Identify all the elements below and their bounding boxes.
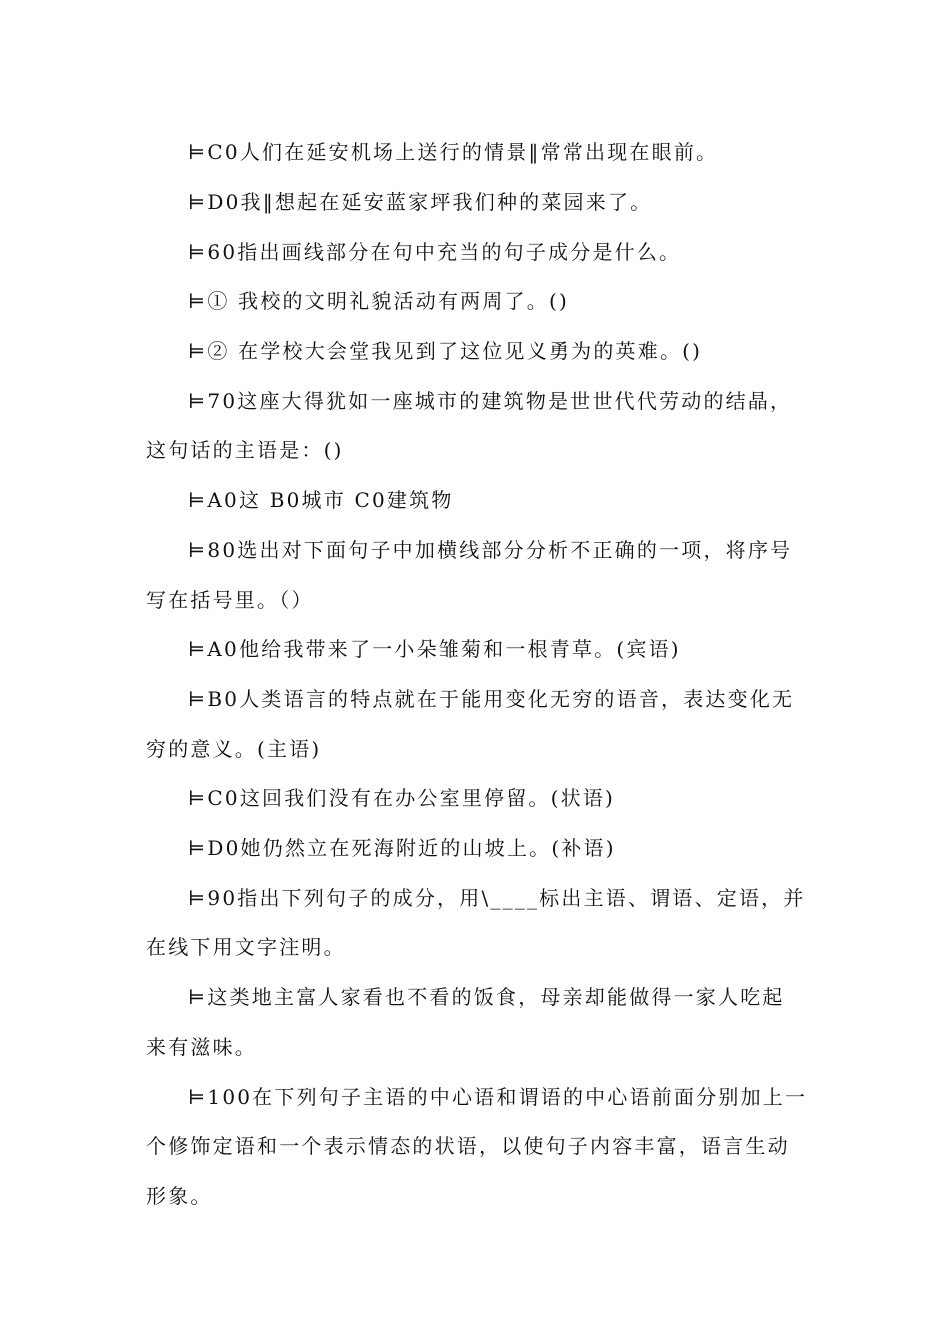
- question-10-continued-1: 个修饰定语和一个表示情态的状语，以使句子内容丰富，语言生动: [146, 1134, 790, 1158]
- question-6-item-2: ⊨② 在学校大会堂我见到了这位见义勇为的英难。(): [188, 339, 703, 363]
- question-10: ⊨100在下列句子主语的中心语和谓语的中心语前面分别加上一: [188, 1085, 808, 1109]
- question-8-option-c: ⊨C0这回我们没有在办公室里停留。(状语): [188, 786, 616, 810]
- question-9-continued: 在线下用文字注明。: [146, 935, 346, 959]
- question-6-item-1: ⊨① 我校的文明礼貌活动有两周了。(): [188, 289, 569, 313]
- question-9-sentence-continued: 来有滋味。: [146, 1035, 257, 1059]
- question-8-continued: 写在括号里。（）: [146, 588, 314, 612]
- question-10-continued-2: 形象。: [146, 1184, 213, 1208]
- question-8-option-b-continued: 穷的意义。(主语): [146, 737, 322, 761]
- question-9: ⊨90指出下列句子的成分，用\____标出主语、谓语、定语，并: [188, 886, 806, 910]
- question-8: ⊨80选出对下面句子中加横线部分分析不正确的一项，将序号: [188, 538, 793, 562]
- question-8-option-b: ⊨B0人类语言的特点就在于能用变化无穷的语音，表达变化无: [188, 687, 795, 711]
- question-7-continued: 这句话的主语是：(): [146, 438, 344, 462]
- question-7: ⊨70这座大得犹如一座城市的建筑物是世世代代劳动的结晶，: [188, 389, 793, 413]
- question-8-option-d: ⊨D0她仍然立在死海附近的山坡上。(补语): [188, 836, 616, 860]
- question-9-sentence: ⊨这类地主富人家看也不看的饭食，母亲却能做得一家人吃起: [188, 985, 785, 1009]
- question-6: ⊨60指出画线部分在句中充当的句子成分是什么。: [188, 240, 682, 264]
- line-c0-farewell: ⊨C0人们在延安机场上送行的情景‖常常出现在眼前。: [188, 140, 719, 164]
- question-7-options: ⊨A0这 B0城市 C0建筑物: [188, 488, 454, 512]
- line-d0-garden: ⊨D0我‖想起在延安蓝家坪我们种的菜园来了。: [188, 190, 653, 214]
- question-8-option-a: ⊨A0他给我带来了一小朵雏菊和一根青草。(宾语): [188, 637, 681, 661]
